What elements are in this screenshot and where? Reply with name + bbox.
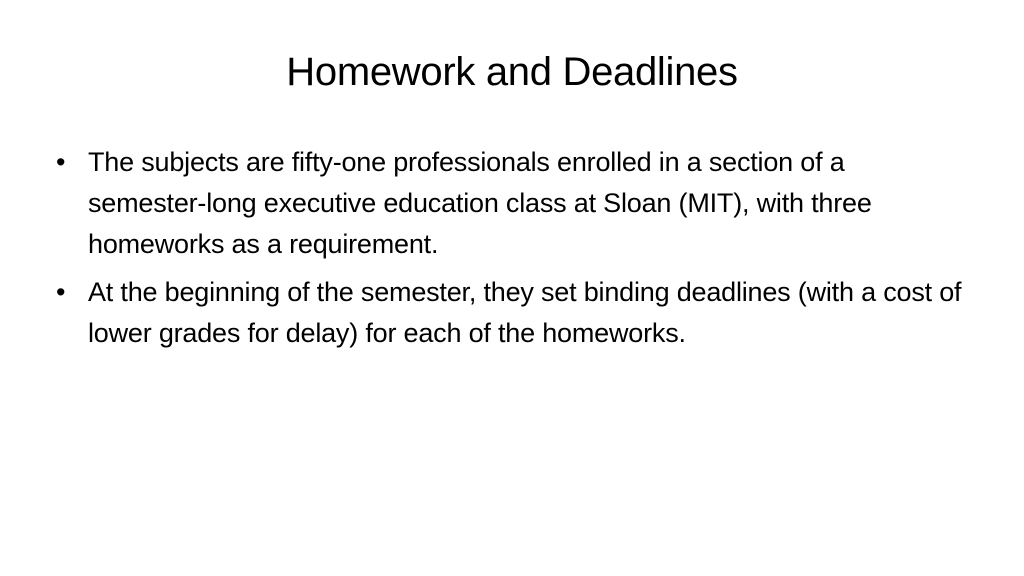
bullet-list: [56, 142, 966, 361]
bullet-text-2: At the beginning of the semester, they set binding deadlines (with a cost of lower grades for delay) for each of the homeworks.: [88, 277, 962, 348]
bullet-text-1: The subjects are fifty-one professionals enrolled in a section of a semester-long executive education class at Sloan (MIT), with three homeworks as a requirement.: [88, 147, 872, 259]
bullet-icon: •: [56, 147, 66, 177]
bullet-item-2: [56, 272, 966, 354]
bullet-item-1: [56, 142, 966, 265]
slide-title: Homework and Deadlines: [286, 50, 738, 94]
bullet-icon: •: [56, 277, 66, 307]
